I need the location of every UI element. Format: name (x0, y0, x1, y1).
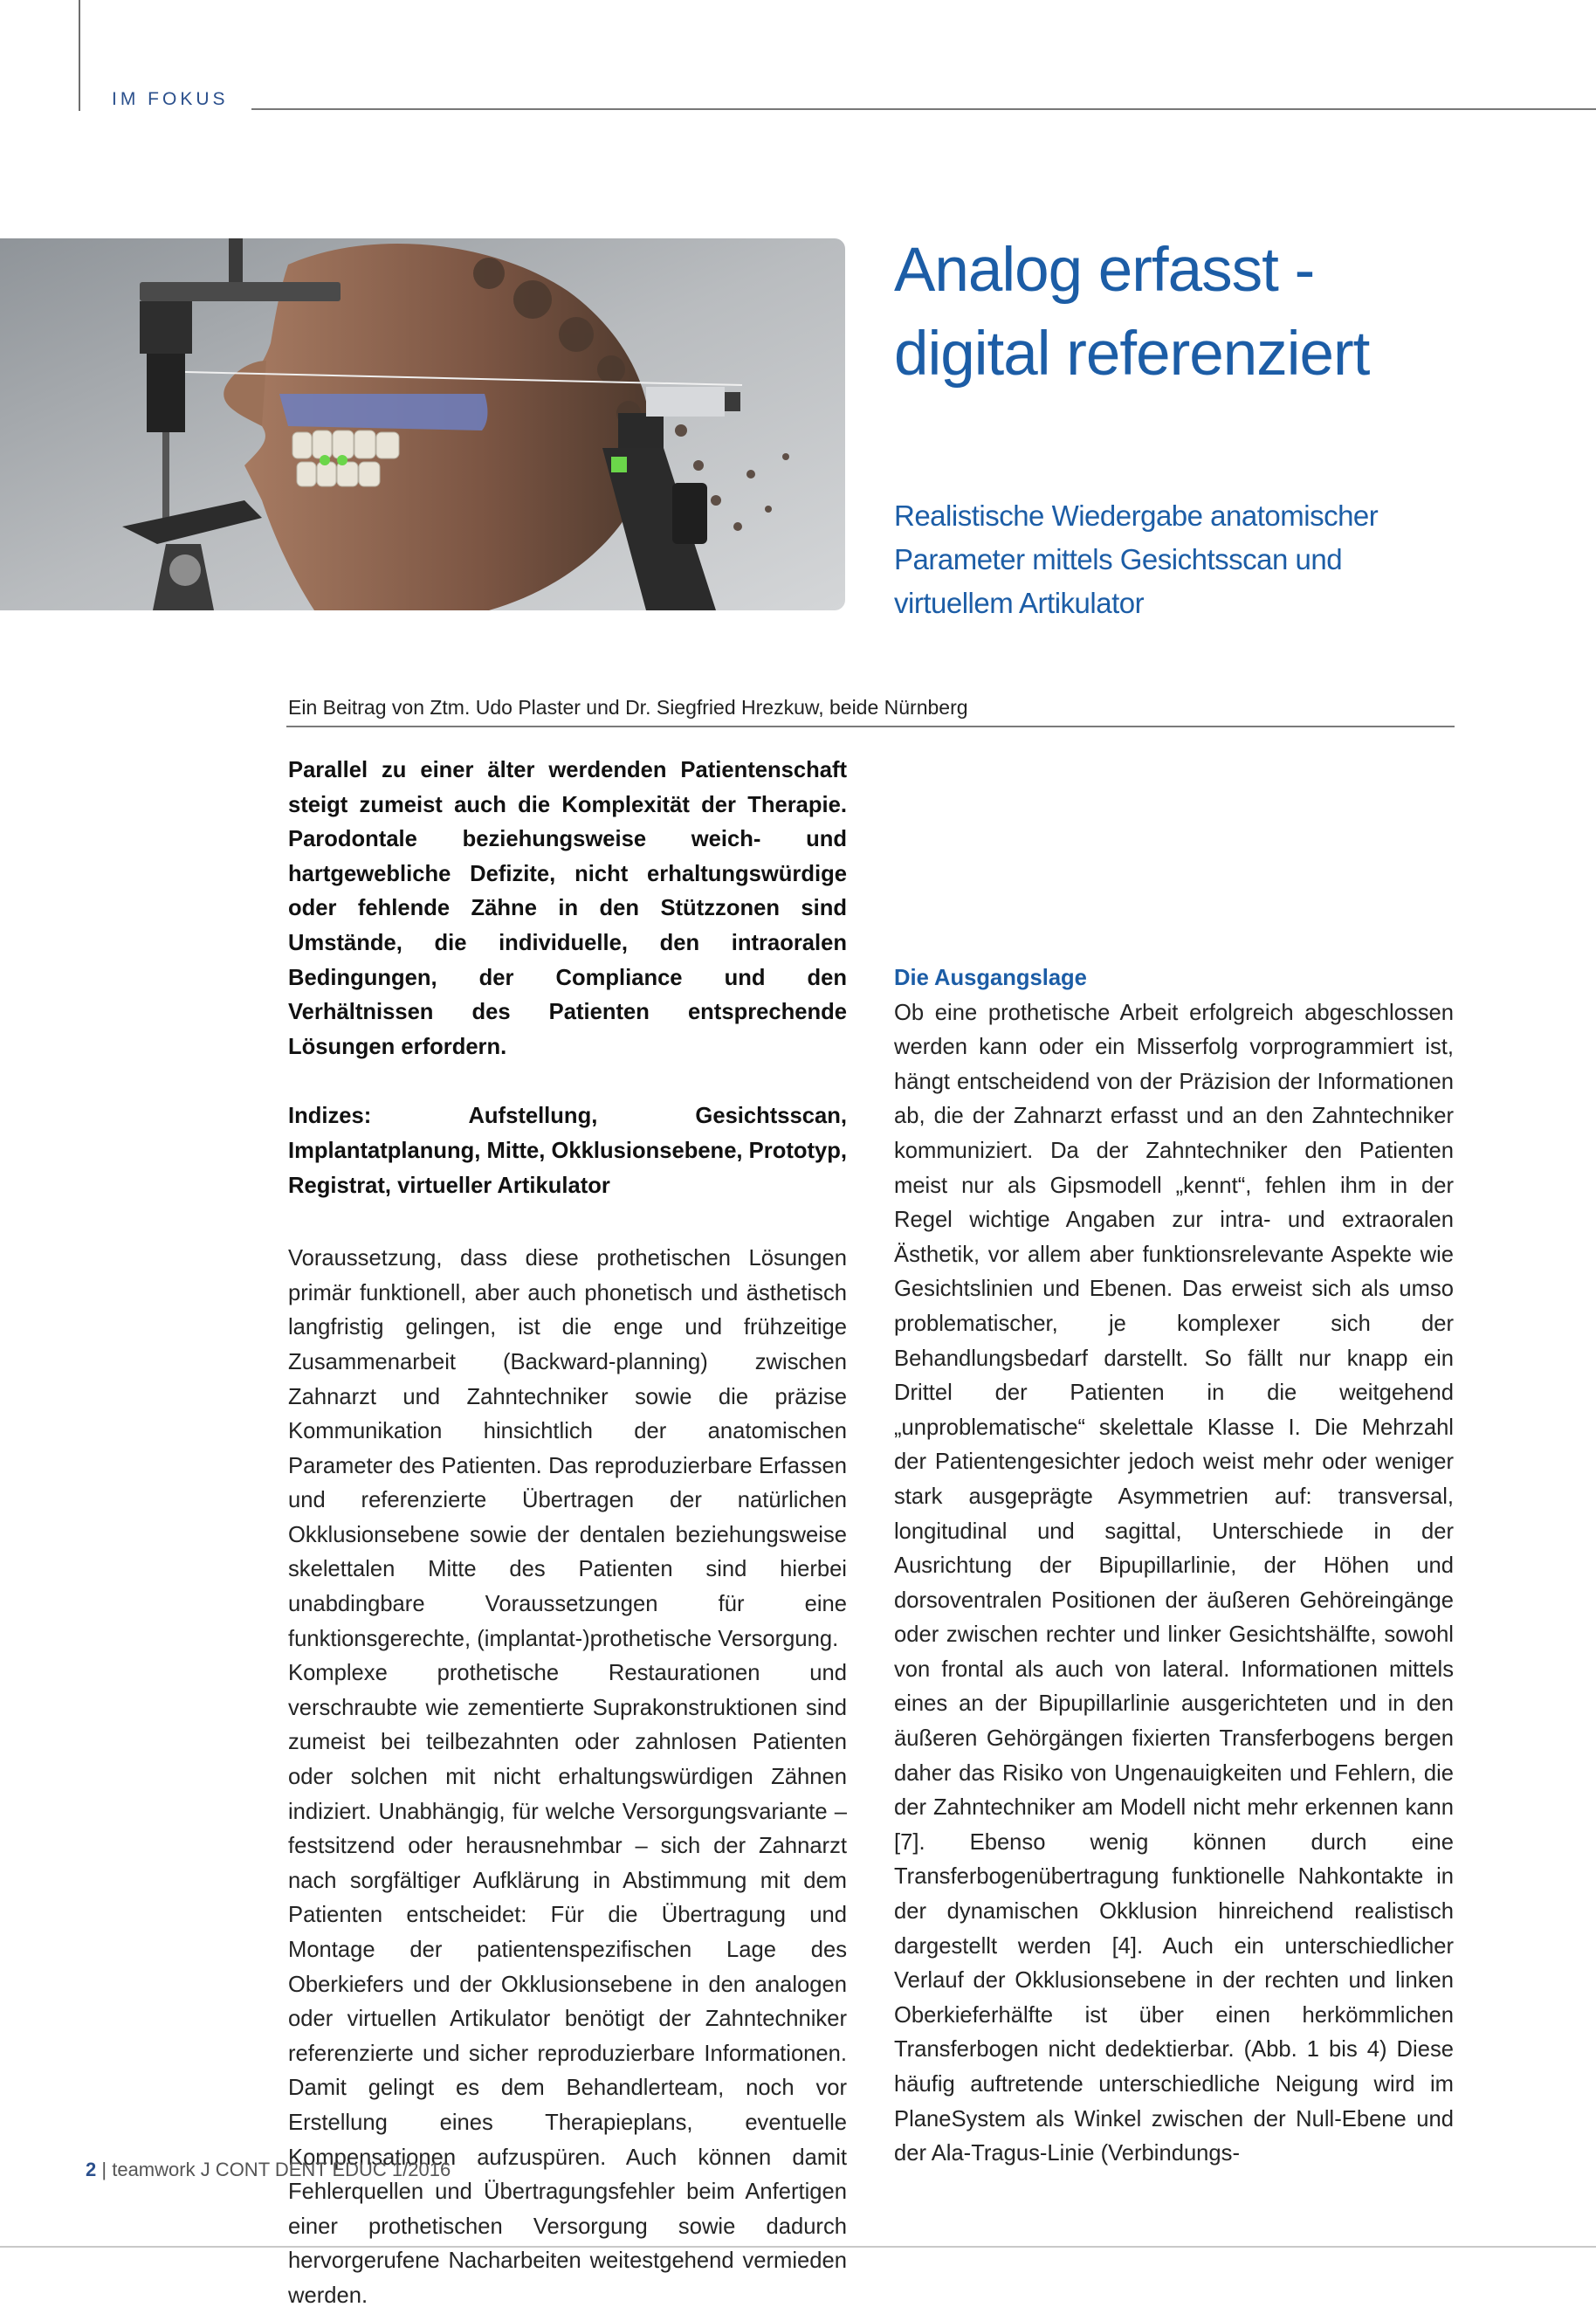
body-paragraph-2: Komplexe prothetische Restaurationen und verschraubte wie zementierte Suprakonstruktionen sind zumeist bei teilbezahnten oder zahnlosen Patienten oder solchen mit nicht erhaltungswürdigen Zähnen indiziert. Unabhängig, für welche Versorgungsvariante – festsitzend oder herausnehmbar – sich der Zahnarzt nach sorgfältiger Aufklärung in Abstimmung mit dem Patienten entscheidet: Für die Übertragung und Montage der patientenspezifischen Lage des Oberkiefers und der Okklusionsebene in den analogen oder virtuellen Artikulator benötigt der Zahntechniker referenzierte und sicher reproduzierbare Informationen. Damit gelingt es dem Behandlerteam, noch vor Erstellung eines Therapieplans, eventuelle Kompensationen aufzuspüren. Auch können damit Fehlerquellen und Übertragungsfehler beim Anfertigen einer prothetischen Versorgung sowie dadurch hervorgerufene Nacharbeiten weitestgehend vermieden werden. (288, 1661, 847, 2308)
article-title-line-1: Analog erfasst - (894, 236, 1315, 305)
header-rule (251, 108, 1596, 110)
subtitle-line-2: Parameter mittels Gesichtsscan und (894, 543, 1343, 575)
header-vertical-rule (79, 0, 80, 111)
journal-name: teamwork J CONT DENT EDUC 1/2016 (112, 2159, 451, 2180)
page-footer (86, 2159, 451, 2181)
face-scan-articulator-image (0, 238, 845, 610)
section-label: IM FOKUS (112, 89, 229, 109)
article-title-line-2: digital referenziert (894, 320, 1370, 389)
subtitle-line-1: Realistische Wiedergabe anatomischer (894, 499, 1379, 532)
article-title (894, 229, 1584, 396)
footer-separator: | (101, 2159, 107, 2180)
left-column (288, 754, 847, 2314)
byline-rule (286, 726, 1455, 727)
page-number: 2 (86, 2159, 97, 2180)
section-heading: Die Ausgangslage (894, 966, 1087, 990)
author-byline: Ein Beitrag von Ztm. Udo Plaster und Dr. Siegfried Hrezkuw, beide Nürnberg (288, 696, 968, 719)
page-bottom-rule (0, 2246, 1596, 2248)
intro-paragraph: Parallel zu einer älter werdenden Patientenschaft steigt zumeist auch die Komplexität der Therapie. Parodontale beziehungsweise weich- und hartgewebliche Defizite, nicht erhaltungswürdige oder fehlende Zähne in den Stützzonen sind Umstände, die individuelle, den intraoralen Bedingungen, der Compliance und den Verhältnissen des Patienten entsprechende Lösungen erfordern. (288, 758, 847, 1059)
body-paragraph-1: Voraussetzung, dass diese prothetischen Lösungen primär funktionell, aber auch phonetisch und ästhetisch langfristig gelingen, ist die enge und frühzeitige Zusammenarbeit (Backward-planning) zwischen Zahnarzt und Zahntechniker sowie die präzise Kommunikation hinsichtlich der anatomischen Parameter des Patienten. Das reproduzierbare Erfassen und referenzierte Übertragen der natürlichen Okklusionsebene sowie der dentalen beziehungsweise skelettalen Mitte des Patienten sind hierbei unabdingbare Voraussetzungen für eine funktionsgerechte, (implantat-)prothetische Versorgung. (288, 1246, 847, 1651)
body-paragraph-3: Ob eine prothetische Arbeit erfolgreich abgeschlossen werden kann oder ein Misserfolg vorprogrammiert ist, hängt entscheidend von der Präzision der Informationen ab, die der Zahnarzt erfasst und an den Zahntechniker kommuniziert. Da der Zahntechniker den Patienten meist nur als Gipsmodell „kennt“, fehlen ihm in der Regel wichtige Angaben zur intra- und extraoralen Ästhetik, vor allem aber funktionsrelevante Aspekte wie Gesichtslinien und Ebenen. Das erweist sich als umso problematischer, je komplexer sich der Behandlungsbedarf darstellt. So fällt nur knapp ein Drittel der Patienten in die weitgehend „unproblematische“ skelettale Klasse I. Die Mehrzahl der Patientengesichter jedoch weist mehr oder weniger stark ausgeprägte Asymmetrien auf: transversal, longitudinal und sagittal, Unterschiede in der Ausrichtung der Bipupillarlinie, der Höhen und dorsoventralen Positionen der äußeren Gehöreingänge oder zwischen rechter und linker Gesichtshälfte, sowohl von frontal als auch von lateral. Informationen mittels eines an der Bipupillarlinie ausgerichteten und in den äußeren Gehörgängen fixierten Transferbogens bergen daher das Risiko von Ungenauigkeiten und Fehlern, die der Zahntechniker am Modell nicht mehr erkennen kann [7]. Ebenso wenig können durch eine Transferbogenübertragung funktionelle Nahkontakte in der dynamischen Okklusion hinreichend realistisch dargestellt werden [4]. Auch ein unterschiedlicher Verlauf der Okklusionsebene in der rechten und linken Oberkieferhälfte ist über einen herkömmlichen Transferbogen nicht dedektierbar. (Abb. 1 bis 4) Diese häufig auftretende unterschiedliche Neigung wird im PlaneSystem als Winkel zwischen der Null-Ebene und der Ala-Tragus-Linie (Verbindungs- (894, 1000, 1454, 2166)
right-column (894, 754, 1454, 2172)
indizes-paragraph: Indizes: Aufstellung, Gesichtsscan, Implantatplanung, Mitte, Okklusionsebene, Prototyp, Registrat, virtueller Artikulator (288, 1104, 847, 1198)
article-subtitle (894, 494, 1584, 625)
subtitle-line-3: virtuellem Artikulator (894, 587, 1145, 619)
